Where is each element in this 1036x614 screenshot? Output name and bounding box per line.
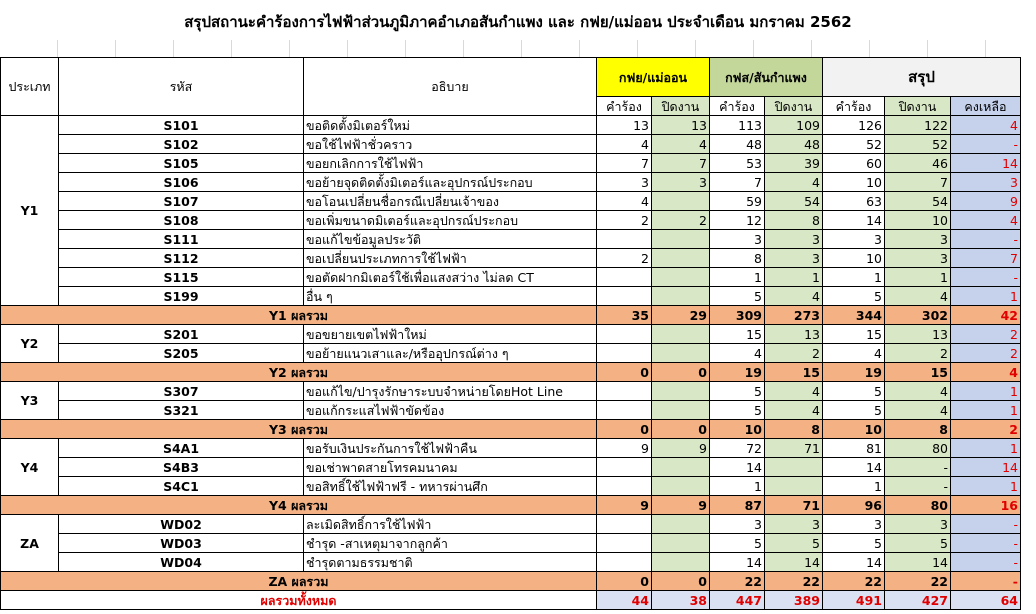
summary-request: 1 [823,477,885,496]
summary-request: 5 [823,382,885,401]
header-code: รหัส [59,58,304,116]
description-cell: ขอย้ายแนวเสาและ/หรืออุปกรณ์ต่าง ๆ [304,344,597,363]
category-label: Y2 [1,325,59,363]
summary-closed: 1 [885,268,951,287]
code-cell: WD03 [59,534,304,553]
sankamphaeng-request: 53 [710,154,765,173]
header-group-sankamphaeng: กฟส/สันกำแพง [710,58,823,97]
summary-remaining: - [951,268,1021,287]
category-label: Y3 [1,382,59,420]
header-group-maeon: กฟย/แม่ออน [597,58,710,97]
subtotal-row [1,363,1021,382]
sankamphaeng-closed: 3 [765,515,823,534]
summary-remaining: 9 [951,192,1021,211]
sankamphaeng-request: 4 [710,344,765,363]
summary-closed: 46 [885,154,951,173]
table-row [1,553,1021,572]
maeon-closed: 4 [652,135,710,154]
maeon-request [597,230,652,249]
summary-closed: 54 [885,192,951,211]
code-cell: S107 [59,192,304,211]
maeon-request: 4 [597,135,652,154]
subtotal-label: Y1 ผลรวม [1,306,597,325]
summary-closed: 13 [885,325,951,344]
maeon-request [597,553,652,572]
summary-request: 14 [823,211,885,230]
subtotal-value: 71 [765,496,823,515]
subtotal-value: 15 [885,363,951,382]
subtotal-value: 0 [597,572,652,591]
maeon-request [597,268,652,287]
description-cell: ขอสิทธิ์ใช้ไฟฟ้าฟรี - ทหารผ่านศึก [304,477,597,496]
maeon-request [597,325,652,344]
sankamphaeng-closed [765,477,823,496]
sankamphaeng-request: 14 [710,553,765,572]
subtotal-label: ZA ผลรวม [1,572,597,591]
summary-closed: 4 [885,382,951,401]
table-row [1,211,1021,230]
summary-request: 63 [823,192,885,211]
maeon-closed [652,382,710,401]
grand-total-value: 64 [951,591,1021,610]
description-cell: ชำรุด -สาเหตุมาจากลูกค้า [304,534,597,553]
code-cell: WD04 [59,553,304,572]
code-cell: S205 [59,344,304,363]
maeon-request: 4 [597,192,652,211]
header-closed: ปิดงาน [765,97,823,116]
subtotal-value: 10 [710,420,765,439]
sankamphaeng-request: 48 [710,135,765,154]
description-cell: ขอโอนเปลี่ยนชื่อกรณีเปลี่ยนเจ้าของ [304,192,597,211]
maeon-closed [652,325,710,344]
description-cell: ขอยกเลิกการใช้ไฟฟ้า [304,154,597,173]
table-row [1,515,1021,534]
maeon-closed [652,553,710,572]
sankamphaeng-request: 1 [710,477,765,496]
header-group-summary: สรุป [823,58,1021,97]
code-cell: S201 [59,325,304,344]
table-row [1,230,1021,249]
maeon-request: 2 [597,211,652,230]
table-row [1,135,1021,154]
subtotal-value: 0 [652,420,710,439]
maeon-closed: 2 [652,211,710,230]
summary-closed: 52 [885,135,951,154]
subtotal-value: 8 [765,420,823,439]
subtotal-value: 9 [652,496,710,515]
subtotal-value: 22 [885,572,951,591]
summary-closed: 3 [885,230,951,249]
subtotal-value: 29 [652,306,710,325]
description-cell: ขอแก้กระแสไฟฟ้าขัดข้อง [304,401,597,420]
summary-closed: - [885,477,951,496]
sankamphaeng-closed [765,458,823,477]
code-cell: S106 [59,173,304,192]
summary-table [0,57,1021,610]
maeon-request [597,477,652,496]
table-row [1,458,1021,477]
sankamphaeng-closed: 5 [765,534,823,553]
table-row [1,116,1021,135]
subtotal-row [1,420,1021,439]
maeon-request: 13 [597,116,652,135]
sankamphaeng-closed: 54 [765,192,823,211]
table-row [1,382,1021,401]
sankamphaeng-closed: 13 [765,325,823,344]
category-label: Y1 [1,116,59,306]
maeon-closed: 13 [652,116,710,135]
subtotal-value: 35 [597,306,652,325]
subtotal-label: Y4 ผลรวม [1,496,597,515]
summary-remaining: 4 [951,116,1021,135]
summary-remaining: 3 [951,173,1021,192]
sankamphaeng-closed: 3 [765,230,823,249]
maeon-closed [652,249,710,268]
code-cell: S307 [59,382,304,401]
description-cell: ขอเช่าพาดสายโทรคมนาคม [304,458,597,477]
table-row [1,325,1021,344]
summary-remaining: - [951,534,1021,553]
table-row [1,401,1021,420]
subtotal-value: 10 [823,420,885,439]
code-cell: S4A1 [59,439,304,458]
maeon-request: 9 [597,439,652,458]
sankamphaeng-closed: 39 [765,154,823,173]
summary-closed: 3 [885,515,951,534]
maeon-closed [652,477,710,496]
header-type: ประเภท [1,58,59,116]
subtotal-value: 0 [652,363,710,382]
sankamphaeng-closed: 3 [765,249,823,268]
sankamphaeng-request: 14 [710,458,765,477]
table-row [1,477,1021,496]
summary-remaining: 2 [951,325,1021,344]
summary-request: 14 [823,553,885,572]
summary-closed: 4 [885,401,951,420]
table-row [1,268,1021,287]
summary-remaining: 1 [951,439,1021,458]
summary-remaining: 1 [951,382,1021,401]
summary-closed: 122 [885,116,951,135]
maeon-closed [652,230,710,249]
summary-remaining: 1 [951,401,1021,420]
header-request: คำร้อง [823,97,885,116]
subtotal-row [1,496,1021,515]
header-description: อธิบาย [304,58,597,116]
summary-closed: 7 [885,173,951,192]
maeon-request [597,344,652,363]
table-row [1,439,1021,458]
subtotal-value: 0 [652,572,710,591]
summary-request: 15 [823,325,885,344]
maeon-request [597,401,652,420]
description-cell: อื่น ๆ [304,287,597,306]
maeon-closed [652,268,710,287]
summary-remaining: 7 [951,249,1021,268]
summary-remaining: - [951,230,1021,249]
summary-closed: 3 [885,249,951,268]
sankamphaeng-closed: 8 [765,211,823,230]
code-cell: S101 [59,116,304,135]
description-cell: ชำรุดตามธรรมชาติ [304,553,597,572]
summary-closed: 2 [885,344,951,363]
summary-request: 10 [823,249,885,268]
table-row [1,534,1021,553]
header-closed: ปิดงาน [885,97,951,116]
summary-request: 126 [823,116,885,135]
code-cell: S4C1 [59,477,304,496]
empty-grid-row [0,40,1036,57]
summary-request: 5 [823,287,885,306]
sankamphaeng-closed: 4 [765,382,823,401]
description-cell: ขอรับเงินประกันการใช้ไฟฟ้าคืน [304,439,597,458]
subtotal-label: Y2 ผลรวม [1,363,597,382]
summary-remaining: 14 [951,154,1021,173]
sankamphaeng-request: 15 [710,325,765,344]
summary-closed: 80 [885,439,951,458]
summary-remaining: 14 [951,458,1021,477]
maeon-closed: 9 [652,439,710,458]
summary-request: 5 [823,401,885,420]
subtotal-value: 302 [885,306,951,325]
maeon-closed: 7 [652,154,710,173]
maeon-closed [652,515,710,534]
description-cell: ขอย้ายจุดติดตั้งมิเตอร์และอุปกรณ์ประกอบ [304,173,597,192]
code-cell: S199 [59,287,304,306]
sankamphaeng-closed: 2 [765,344,823,363]
summary-request: 1 [823,268,885,287]
description-cell: ขอเปลี่ยนประเภทการใช้ไฟฟ้า [304,249,597,268]
grand-total-value: 389 [765,591,823,610]
maeon-closed [652,287,710,306]
summary-request: 81 [823,439,885,458]
maeon-closed [652,401,710,420]
maeon-request: 7 [597,154,652,173]
maeon-request: 3 [597,173,652,192]
summary-remaining: - [951,135,1021,154]
grand-total-label: ผลรวมทั้งหมด [1,591,597,610]
summary-closed: 14 [885,553,951,572]
table-row [1,249,1021,268]
sankamphaeng-closed: 4 [765,287,823,306]
summary-request: 3 [823,230,885,249]
code-cell: S4B3 [59,458,304,477]
summary-request: 10 [823,173,885,192]
subtotal-value: 9 [597,496,652,515]
description-cell: ละเมิดสิทธิ์การใช้ไฟฟ้า [304,515,597,534]
sankamphaeng-request: 8 [710,249,765,268]
sankamphaeng-closed: 71 [765,439,823,458]
subtotal-value: 96 [823,496,885,515]
sankamphaeng-request: 72 [710,439,765,458]
code-cell: S111 [59,230,304,249]
sankamphaeng-request: 1 [710,268,765,287]
subtotal-value: 80 [885,496,951,515]
subtotal-row [1,306,1021,325]
summary-remaining: - [951,553,1021,572]
subtotal-remaining: 16 [951,496,1021,515]
description-cell: ขอขยายเขตไฟฟ้าใหม่ [304,325,597,344]
table-row [1,287,1021,306]
maeon-closed [652,344,710,363]
summary-remaining: 1 [951,477,1021,496]
summary-request: 52 [823,135,885,154]
header-remaining: คงเหลือ [951,97,1021,116]
sankamphaeng-request: 5 [710,534,765,553]
maeon-request [597,534,652,553]
sankamphaeng-request: 7 [710,173,765,192]
sankamphaeng-request: 5 [710,382,765,401]
subtotal-value: 15 [765,363,823,382]
sankamphaeng-closed: 48 [765,135,823,154]
summary-remaining: - [951,515,1021,534]
summary-remaining: 2 [951,344,1021,363]
maeon-request [597,382,652,401]
maeon-request [597,458,652,477]
summary-request: 3 [823,515,885,534]
subtotal-value: 22 [710,572,765,591]
subtotal-value: 19 [823,363,885,382]
sankamphaeng-closed: 14 [765,553,823,572]
sheet-title: สรุปสถานะคำร้องการไฟฟ้าส่วนภูมิภาคอำเภอสันกำแพง และ กฟย/แม่ออน ประจำเดือน มกราคม 2562 [184,13,852,31]
summary-request: 14 [823,458,885,477]
table-row [1,344,1021,363]
maeon-closed [652,534,710,553]
maeon-request: 2 [597,249,652,268]
sankamphaeng-request: 3 [710,515,765,534]
sankamphaeng-closed: 109 [765,116,823,135]
subtotal-remaining: - [951,572,1021,591]
subtotal-label: Y3 ผลรวม [1,420,597,439]
subtotal-value: 87 [710,496,765,515]
code-cell: S115 [59,268,304,287]
sankamphaeng-request: 5 [710,287,765,306]
subtotal-value: 22 [823,572,885,591]
summary-closed: 4 [885,287,951,306]
header-request: คำร้อง [710,97,765,116]
table-row [1,154,1021,173]
sankamphaeng-closed: 4 [765,401,823,420]
grand-total-value: 38 [652,591,710,610]
subtotal-value: 0 [597,420,652,439]
description-cell: ขอเพิ่มขนาดมิเตอร์และอุปกรณ์ประกอบ [304,211,597,230]
summary-remaining: 1 [951,287,1021,306]
subtotal-value: 344 [823,306,885,325]
grand-total-row [1,591,1021,610]
sankamphaeng-request: 3 [710,230,765,249]
summary-request: 5 [823,534,885,553]
code-cell: S108 [59,211,304,230]
maeon-closed: 3 [652,173,710,192]
code-cell: S112 [59,249,304,268]
summary-remaining: 4 [951,211,1021,230]
summary-closed: 10 [885,211,951,230]
maeon-request [597,515,652,534]
description-cell: ขอติดตั้งมิเตอร์ใหม่ [304,116,597,135]
sankamphaeng-request: 5 [710,401,765,420]
code-cell: S105 [59,154,304,173]
grand-total-value: 447 [710,591,765,610]
subtotal-remaining: 2 [951,420,1021,439]
grand-total-value: 44 [597,591,652,610]
category-label: Y4 [1,439,59,496]
subtotal-value: 309 [710,306,765,325]
code-cell: S102 [59,135,304,154]
subtotal-remaining: 4 [951,363,1021,382]
table-row [1,173,1021,192]
maeon-closed [652,192,710,211]
subtotal-remaining: 42 [951,306,1021,325]
subtotal-value: 0 [597,363,652,382]
sankamphaeng-closed: 4 [765,173,823,192]
subtotal-row [1,572,1021,591]
code-cell: WD02 [59,515,304,534]
description-cell: ขอใช้ไฟฟ้าชั่วคราว [304,135,597,154]
grand-total-value: 491 [823,591,885,610]
sankamphaeng-closed: 1 [765,268,823,287]
maeon-closed [652,458,710,477]
subtotal-value: 22 [765,572,823,591]
summary-request: 60 [823,154,885,173]
table-row [1,192,1021,211]
sankamphaeng-request: 12 [710,211,765,230]
summary-request: 4 [823,344,885,363]
header-closed: ปิดงาน [652,97,710,116]
description-cell: ขอแก้ไข/ปารุงรักษาระบบจำหน่ายโดยHot Line [304,382,597,401]
maeon-request [597,287,652,306]
grand-total-value: 427 [885,591,951,610]
description-cell: ขอแก้ไขข้อมูลประวัติ [304,230,597,249]
code-cell: S321 [59,401,304,420]
subtotal-value: 19 [710,363,765,382]
subtotal-value: 273 [765,306,823,325]
sankamphaeng-request: 113 [710,116,765,135]
summary-closed: 5 [885,534,951,553]
sankamphaeng-request: 59 [710,192,765,211]
description-cell: ขอตัดฝากมิเตอร์ใช้เพื่อแสงสว่าง ไม่ลด CT [304,268,597,287]
category-label: ZA [1,515,59,572]
header-request: คำร้อง [597,97,652,116]
summary-closed: - [885,458,951,477]
subtotal-value: 8 [885,420,951,439]
